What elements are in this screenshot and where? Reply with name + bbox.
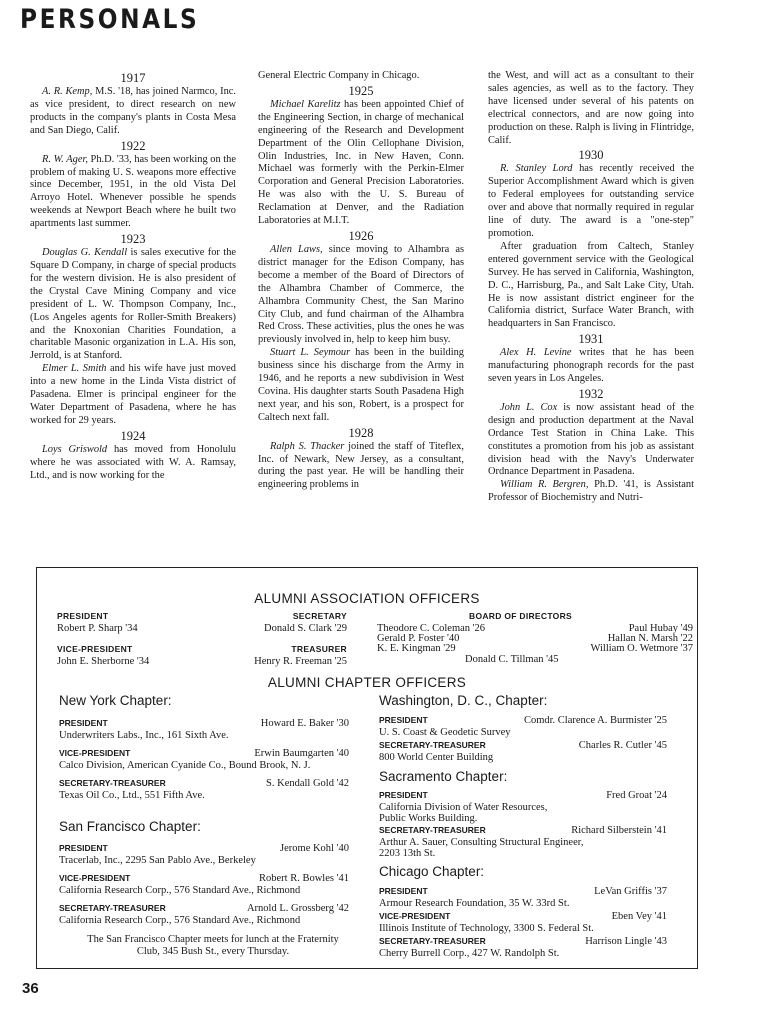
- board-member: Theodore C. Coleman '26: [377, 623, 486, 634]
- sf-meeting-note: The San Francisco Chapter meets for lunch at the Fraternity Club, 345 Bush St., every Thursday.: [87, 934, 339, 957]
- year-heading: 1928: [348, 425, 374, 440]
- officer-name: Jerome Kohl '40: [280, 843, 349, 854]
- role-label: PRESIDENT: [59, 843, 108, 853]
- personal-entry: [488, 402, 694, 479]
- president-label: PRESIDENT: [57, 611, 109, 621]
- board-label: BOARD OF DIRECTORS: [469, 611, 572, 621]
- personals-column-2: [258, 70, 464, 492]
- person-name: Michael Karelitz: [270, 98, 341, 110]
- president-name: Robert P. Sharp '34: [57, 623, 138, 634]
- officer-affiliation: Underwriters Labs., Inc., 161 Sixth Ave.: [59, 729, 229, 741]
- role-label: PRESIDENT: [379, 790, 428, 800]
- officer-name: Fred Groat '24: [606, 790, 667, 801]
- sf-secretary-treasurer: [59, 903, 349, 926]
- role-label: PRESIDENT: [59, 718, 108, 728]
- role-label: VICE-PRESIDENT: [59, 873, 131, 883]
- entry-text: has been appointed Chief of the Engineering Section, in charge of mechanical engineering of the Research and Development Department of the Olin Cellophane Division, Olin Industries, Inc. in New Haven, Conn. Michael was formerly with the Perkin-Elmer Corporation and General Precision Laboratories. He was also with the U. S. Bureau of Reclamation at Denver, and the Radiation Laboratories at M.I.T.: [258, 98, 464, 227]
- personal-entry: [258, 347, 464, 424]
- person-name: John L. Cox: [500, 401, 558, 413]
- personal-entry: [258, 441, 464, 493]
- officer-name: Howard E. Baker '30: [260, 718, 349, 729]
- officer-name: Richard Silberstein '41: [571, 825, 667, 836]
- ny-vice-president: [59, 748, 349, 771]
- board-member: K. E. Kingman '29: [377, 643, 456, 654]
- officer-affiliation: Tracerlab, Inc., 2295 San Pablo Ave., Berkeley: [59, 854, 256, 866]
- role-label: SECRETARY-TREASURER: [59, 778, 166, 788]
- year-heading: 1924: [120, 428, 146, 443]
- entry-text: writes that he has been manufacturing phonograph records for the past seven years in Los Angeles.: [488, 347, 694, 385]
- role-label: SECRETARY-TREASURER: [379, 936, 486, 946]
- board-member: Donald C. Tillman '45: [465, 654, 559, 665]
- officer-affiliation: California Research Corp., 576 Standard Ave., Richmond: [59, 884, 301, 896]
- year-heading: 1930: [578, 148, 604, 163]
- person-name: Douglas G. Kendall: [42, 247, 128, 259]
- officer-affiliation: Public Works Building.: [379, 813, 478, 824]
- dc-secretary-treasurer: [379, 740, 667, 763]
- personal-entry: [488, 347, 694, 386]
- officer-name: Harrison Lingle '43: [585, 936, 667, 947]
- officer-affiliation: Texas Oil Co., Ltd., 551 Fifth Ave.: [59, 789, 205, 801]
- page-heading: PERSONALS: [20, 4, 200, 35]
- entry-text: since moving to Alhambra as district manager for the Edison Company, has become a member of the Board of Directors of the Alhambra Chamber of Commerce, the Alhambra Community Chest, the San Marino City Club, and fund chairman of the Alhambra Red Cross. These activities, plus the ones he was previously involved in, help to keep him busy.: [258, 243, 464, 346]
- association-officers-title: ALUMNI ASSOCIATION OFFICERS: [254, 591, 480, 606]
- entry-text: Ph.D. '33, has been working on the problem of making U. S. weapons more effective since December, 1951, in the old Vista Del Arroyo Hotel. Whenever possible he spends weekends at Newport Beach where he built two apartments last summer.: [30, 153, 236, 230]
- chapter-title-sacramento: Sacramento Chapter:: [379, 769, 508, 784]
- entry-text: joined the staff of Titeflex, Inc. of Newark, New Jersey, as a consultant, during the past year. He will be handling their engineering problems in: [258, 440, 465, 491]
- sf-president: [59, 843, 349, 866]
- officer-affiliation: Cherry Burrell Corp., 427 W. Randolph St.: [379, 947, 560, 959]
- vice-president-label: VICE-PRESIDENT: [57, 644, 133, 654]
- personal-entry: [258, 99, 464, 228]
- year-heading: 1917: [120, 71, 146, 85]
- entry-text: has been in the building business since his discharge from the Army in 1946, and he reports a new subdivision in West Covina. His daughter starts South Pasadena High next year, and his son, Robert, is a prospect for Caltech next fall.: [258, 347, 464, 423]
- personal-entry: After graduation from Caltech, Stanley entered government service with the Geological Survey. He has served in California, Washington, D. C., Harrisburg, Pa., and Salt Lake City, Utah. He is now assistant district engineer for the California district, Surface Water Branch, with headquarters in San Francisco.: [488, 240, 694, 330]
- role-label: SECRETARY-TREASURER: [59, 903, 166, 913]
- role-label: VICE-PRESIDENT: [379, 911, 451, 921]
- secretary-label: SECRETARY: [292, 611, 347, 621]
- sf-vice-president: [59, 873, 349, 896]
- officer-name: Erwin Baumgarten '40: [254, 748, 349, 759]
- officer-affiliation: 800 World Center Building: [379, 751, 494, 763]
- officer-affiliation: U. S. Coast & Geodetic Survey: [379, 726, 511, 738]
- person-name: R. W. Ager,: [42, 153, 88, 165]
- officer-affiliation: Illinois Institute of Technology, 3300 S. Federal St.: [379, 922, 594, 934]
- year-heading: 1922: [120, 138, 146, 153]
- person-name: R. Stanley Lord: [500, 163, 573, 175]
- entry-text: has recently received the Superior Accomplishment Award which is given to Federal employees for outstanding service over and above that normally required in regular line of duty. The award is a "one-step" promotion.: [488, 163, 694, 239]
- officer-name: Arnold L. Grossberg '42: [246, 903, 349, 914]
- officer-affiliation: California Division of Water Resources,: [379, 801, 548, 813]
- year-heading: 1931: [578, 332, 604, 347]
- officer-affiliation: Calco Division, American Cyanide Co., Bound Brook, N. J.: [59, 759, 311, 771]
- person-name: Elmer L. Smith: [42, 363, 107, 375]
- person-name: Allen Laws,: [270, 243, 323, 255]
- page-number: 36: [22, 980, 39, 997]
- personal-entry: [30, 444, 236, 483]
- officer-affiliation: 2203 13th St.: [379, 848, 436, 859]
- chapter-officers-title: ALUMNI CHAPTER OFFICERS: [267, 675, 467, 690]
- personal-entry: [30, 86, 236, 138]
- sac-secretary-treasurer: [379, 825, 667, 860]
- chapter-title-chicago: Chicago Chapter:: [379, 864, 485, 879]
- year-heading: 1932: [578, 386, 604, 401]
- entry-text: Ph.D. '41, is Assistant Professor of Biochemistry and Nutri-: [488, 479, 694, 504]
- entry-text: M.S. '18, has joined Narmco, Inc. as vice president, to direct research on new products in the company's plants in Costa Mesa and San Diego, Calif.: [30, 86, 236, 136]
- person-name: Loys Griswold: [42, 443, 108, 455]
- person-name: Stuart L. Seymour: [270, 347, 351, 359]
- chi-vice-president: [379, 911, 667, 934]
- officer-affiliation: California Research Corp., 576 Standard Ave., Richmond: [59, 914, 301, 926]
- personal-entry: [488, 479, 694, 505]
- personals-column-1: [30, 70, 236, 482]
- ny-secretary-treasurer: [59, 778, 349, 801]
- personal-entry: [30, 154, 236, 231]
- chapter-title-washington: Washington, D. C., Chapter:: [379, 693, 548, 708]
- chi-president: [379, 886, 667, 909]
- board-member: Hallan N. Marsh '22: [607, 633, 693, 644]
- secretary-name: Donald S. Clark '29: [264, 623, 347, 634]
- officer-name: S. Kendall Gold '42: [266, 778, 349, 789]
- year-heading: 1923: [120, 232, 146, 247]
- entry-continuation: General Electric Company in Chicago.: [258, 70, 420, 81]
- entry-continuation: the West, and will act as a consultant to their sales agencies, as well as to the factory. They have licensed under several of his patents on electrical connectors, and are now going into production on these. Ralph is living in Flintridge, Calif.: [488, 70, 694, 146]
- entry-text: has moved from Honolulu where he was associated with W. A. Ramsay, Ltd., and is now working for the: [30, 443, 236, 481]
- role-label: VICE-PRESIDENT: [59, 748, 131, 758]
- officer-affiliation: Arthur A. Sauer, Consulting Structural Engineer,: [379, 836, 584, 848]
- officer-name: Eben Vey '41: [611, 911, 667, 922]
- chi-secretary-treasurer: [379, 936, 667, 959]
- ny-president: [59, 718, 349, 741]
- dc-president: [379, 715, 667, 738]
- chapter-title-san-francisco: San Francisco Chapter:: [59, 819, 201, 834]
- person-name: A. R. Kemp,: [42, 86, 93, 97]
- role-label: PRESIDENT: [379, 715, 428, 725]
- chapter-title-new-york: New York Chapter:: [59, 693, 172, 708]
- personal-entry: [30, 363, 236, 428]
- person-name: Alex H. Levine: [500, 347, 572, 359]
- person-name: William R. Bergren,: [500, 479, 589, 491]
- officers-box: [36, 567, 698, 969]
- entry-text: and his wife have just moved into a new home in the Linda Vista district of Pasadena. Elmer is principal engineer for the Water Department of Pasadena, where he has worked for 29 years.: [30, 363, 236, 426]
- entry-text: is now assistant head of the design and production department at the Naval Ordance Test Station in China Lake. This constitutes a promotion from his job as assistant division head with the Navy's Underwater Ordnance Department in Pasadena.: [488, 401, 694, 478]
- sac-president: [379, 790, 667, 825]
- officer-name: LeVan Griffis '37: [594, 886, 667, 897]
- personal-entry: [488, 163, 694, 240]
- person-name: Ralph S. Thacker: [270, 440, 345, 452]
- treasurer-name: Henry R. Freeman '25: [254, 656, 347, 667]
- vice-president-name: John E. Sherborne '34: [57, 656, 150, 667]
- role-label: PRESIDENT: [379, 886, 428, 896]
- personals-column-3: [488, 70, 694, 505]
- board-member: Gerald P. Foster '40: [377, 633, 460, 644]
- year-heading: 1926: [348, 228, 374, 243]
- board-member: Paul Hubay '49: [628, 623, 693, 634]
- officer-affiliation: Armour Research Foundation, 35 W. 33rd St.: [379, 897, 570, 909]
- year-heading: 1925: [348, 83, 374, 98]
- entry-text: is sales executive for the Square D Company, in charge of special products for the western division. He is also president of the Crystal Cave Mining Company and vice president of L. W. Thompson Company, Inc., (Los Angeles agents for Roller-Smith Breakers) and the Knoxonian Charities Foundation, a charitable Masonic organization in L.A. His son, Jerrold, is at Stanford.: [30, 247, 237, 362]
- board-member: William O. Wetmore '37: [590, 643, 693, 654]
- personal-entry: [258, 244, 464, 347]
- officer-name: Robert R. Bowles '41: [259, 873, 349, 884]
- officer-name: Comdr. Clarence A. Burmister '25: [523, 715, 667, 726]
- personal-entry: [30, 247, 236, 363]
- role-label: SECRETARY-TREASURER: [379, 825, 486, 835]
- treasurer-label: TREASURER: [291, 644, 347, 654]
- role-label: SECRETARY-TREASURER: [379, 740, 486, 750]
- officer-name: Charles R. Cutler '45: [578, 740, 667, 751]
